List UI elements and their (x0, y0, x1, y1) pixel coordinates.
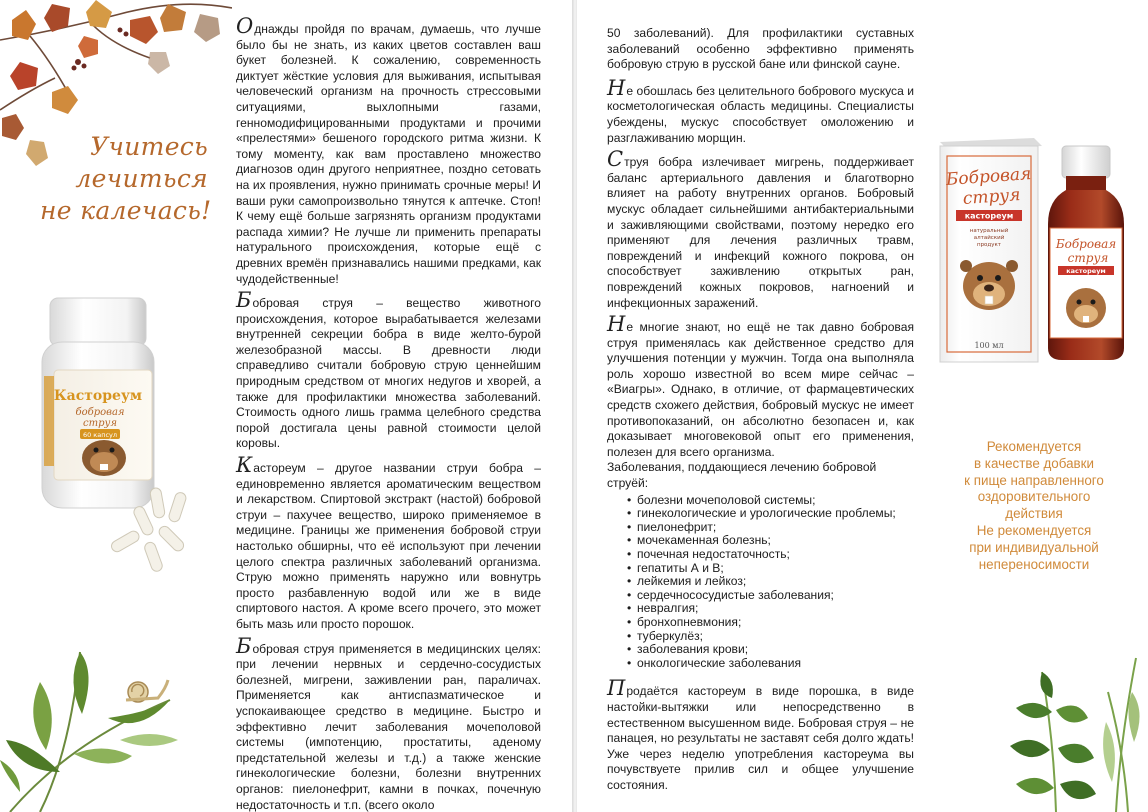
green-leaves-snail-icon (0, 622, 190, 812)
box-volume: 100 мл (974, 341, 1004, 350)
recommendation-line: Рекомендуется (986, 439, 1082, 454)
box-sub-2: алтайский (973, 235, 1005, 241)
paragraph-text: родаётся кастореум в виде порошка, в виде настойки-вытяжки или непосредственно в естественном высушенном виде. Бобровая струя – не панацея, но результаты не заставят себя долго ждать! Уже через неделю употребления кастореума вы почувствуете прилив сил и общее улучшение состояния. (607, 684, 914, 792)
box-sub-1: натуральный (969, 228, 1009, 234)
recommendation-line: к пище направленного (964, 472, 1104, 488)
diseases-intro: Заболевания, поддающиеся лечению бобровой струёй: (607, 460, 877, 491)
product-box-icon (936, 136, 1046, 366)
beaver-stream-paragraph (236, 288, 541, 452)
migraine-paragraph (607, 147, 914, 311)
list-item: • мочекаменная болезнь; (627, 534, 914, 548)
cosmetology-paragraph (607, 75, 914, 146)
list-item: • онкологические заболевания (627, 657, 914, 671)
list-item: • заболевания крови; (627, 643, 914, 657)
list-item: • гинекологические и урологические проблемы; (627, 507, 914, 521)
box-title-2: струя (962, 185, 1022, 209)
bottle-title-1: Бобровая (1055, 237, 1117, 251)
paragraph-text: е обошлась без целительного бобрового мускуса и косметологическая область медицины. Специалисты убеждены, мускус способствует омоложению и разглаживанию морщин. (607, 83, 914, 145)
box-sub-3: продукт (976, 242, 1002, 248)
recommendation-line: Не рекомендуется (976, 522, 1092, 538)
slogan-line-3: не калечась! (40, 196, 212, 225)
paragraph-text: обровая струя – вещество животного происхождения, которое вырабатывается железами внутренней секреции бобра в виде желто-бурой железобразной массы. В древности люди справедливо считали бобровую струю ценнейшим природным средством от многих недугов и хворей, а также для профилактики множества заболеваний. Стоимость одного лишь грамма целебного средства порой достигала цены равной стоимости целой коровы. (236, 296, 541, 451)
sales-paragraph (607, 676, 914, 793)
slogan (40, 131, 212, 227)
bottle-band: кастореум (1066, 267, 1106, 275)
recommendation-line: оздоровительного (977, 489, 1091, 505)
slogan-line-2: лечиться (75, 164, 208, 193)
paragraph-text: астореум – другое названии струи бобра – единовременно является ароматическим веществом и лекарством. Спиртовой экстракт (настой) бобровой струи – пахучее вещество, широко применяемое в медицине. Границы же применения бобровой струи настолько обширны, что её используют при лечении целого спектра различных заболеваний организма. Струю можно применять наружно или вовнутрь просто разбавленную водой или же в виде спиртового настоя. А кроме всего прочего, это может быть мазь или просто порошок. (236, 461, 541, 631)
list-item: • болезни мочеполовой системы; (627, 494, 914, 508)
paragraph-text: обровая струя применяется в медицинских целях: при лечении нервных и сердечно-сосудистых болезней, мигрени, заживлении ран, параличах. Применяется как антиспазматическое и успокаивающее средство в медицине. Быстро и эффективно лечит заболевания мочеполовой системы (импотенцию, простатиты, аденому предстательной железы и т.д.) а также женские гинекологические болезни, болезни внутренних органов: пиелонефрит, камни в почках, почечную недостаточность и т.п. (всего около (236, 641, 541, 812)
list-item: • гепатиты А и В; (627, 562, 914, 576)
paragraph-text: днажды пройдя по врачам, думаешь, что лучше было бы не знать, из каких цветов составлен ваш букет болезней. К сожалению, современность диктует жёсткие условия для выживания, испытывая человеческий организм на прочность стрессовыми ситуациями, выхлопными газами, генномодифицированными продуктами и прочими «прелестями» бешеного городского ритма жизни. К тому моменту, как вам проставлено множество диагнозов один другого неприятнее, поздно сетовать на их проявления, нужно принимать срочные меры! И ваши руки самопроизвольно тянутся к аптечке. Стоп! К чему ещё больше загрязнять организм продуктами распада химии? Не лучше ли применить препараты натурального происхождения, которые ещё с древних времён признавались нашими предками, как чудодейственные! (236, 22, 541, 286)
jar-line-2: струя (83, 418, 117, 429)
box-band: кастореум (964, 211, 1014, 221)
list-item: • туберкулёз; (627, 630, 914, 644)
recommendation-line: действия (1005, 506, 1063, 522)
dropcap: П (607, 676, 626, 701)
dropcap: К (236, 453, 253, 478)
box-title-1: Бобровая (945, 164, 1033, 190)
list-item: • пиелонефрит; (627, 521, 914, 535)
slogan-line-1: Учитесь (90, 132, 208, 161)
potency-paragraph (607, 312, 914, 460)
nettle-plant-icon (996, 652, 1148, 812)
jar-badge: 60 капсул (82, 431, 118, 439)
intro-paragraph (236, 14, 541, 287)
medical-use-paragraph (236, 633, 541, 812)
tincture-bottle-icon (1044, 144, 1128, 364)
dropcap: Б (236, 288, 252, 313)
continued-paragraph: 50 заболеваний). Для профилактики суставных заболеваний особенно эффективно применять бобровую струю в русской бане или финской сауне. (607, 26, 914, 72)
capsules-icon (108, 484, 208, 580)
dropcap: Н (607, 75, 626, 100)
bottle-title-2: струя (1067, 251, 1109, 265)
list-item: • бронхопневмония; (627, 616, 914, 630)
dropcap: Б (236, 633, 252, 658)
jar-line-1: бобровая (75, 407, 125, 418)
right-text-column (607, 26, 914, 801)
recommendation-line: при индивидуальной (969, 539, 1099, 555)
paragraph-text: е многие знают, но ещё не так давно бобровая струя применялась как действенное средство для улучшения потенции у мужчин. Тогда она выполняла роль хорошо известной во всем мире сейчас – «Виагры». Однако, в отличие, от фармацевтических средств схожего действия, бобровый мускус не имеет противопоказаний, он абсолютно безопасен и, как доказывает многовековой опыт его применения, полезен для всего организма. (607, 320, 914, 459)
dropcap: Н (607, 312, 626, 337)
recommendation-line: непереносимости (978, 556, 1090, 572)
list-item: • невралгия; (627, 602, 914, 616)
left-text-column (236, 14, 541, 812)
dropcap: С (607, 147, 624, 172)
list-item: • сердечнососудистые заболевания; (627, 589, 914, 603)
castoreum-paragraph (236, 453, 541, 633)
capsule-jar-icon (38, 296, 158, 512)
paragraph-text: труя бобра излечивает мигрень, поддерживает баланс артериального давления и благотворно влияет на работу внутренних органов. Бобровый мускус обладает сильнейшими антибактериальными и заживляющими свойствами, поэтому нередко его применяют для лечения различных травм, повреждений и инфекций кожного покрова, он способствует заживлению открытых ран, повреждений кожных покровов, нагноений и инфекционных заражений. (607, 155, 914, 310)
list-item: • лейкемия и лейкоз; (627, 575, 914, 589)
list-item: • почечная недостаточность; (627, 548, 914, 562)
diseases-list (627, 494, 914, 671)
dropcap: О (236, 14, 254, 38)
recommendation-text (956, 439, 1112, 573)
recommendation-line: в качестве добавки (973, 455, 1095, 471)
jar-brand: Кастореум (53, 388, 143, 404)
